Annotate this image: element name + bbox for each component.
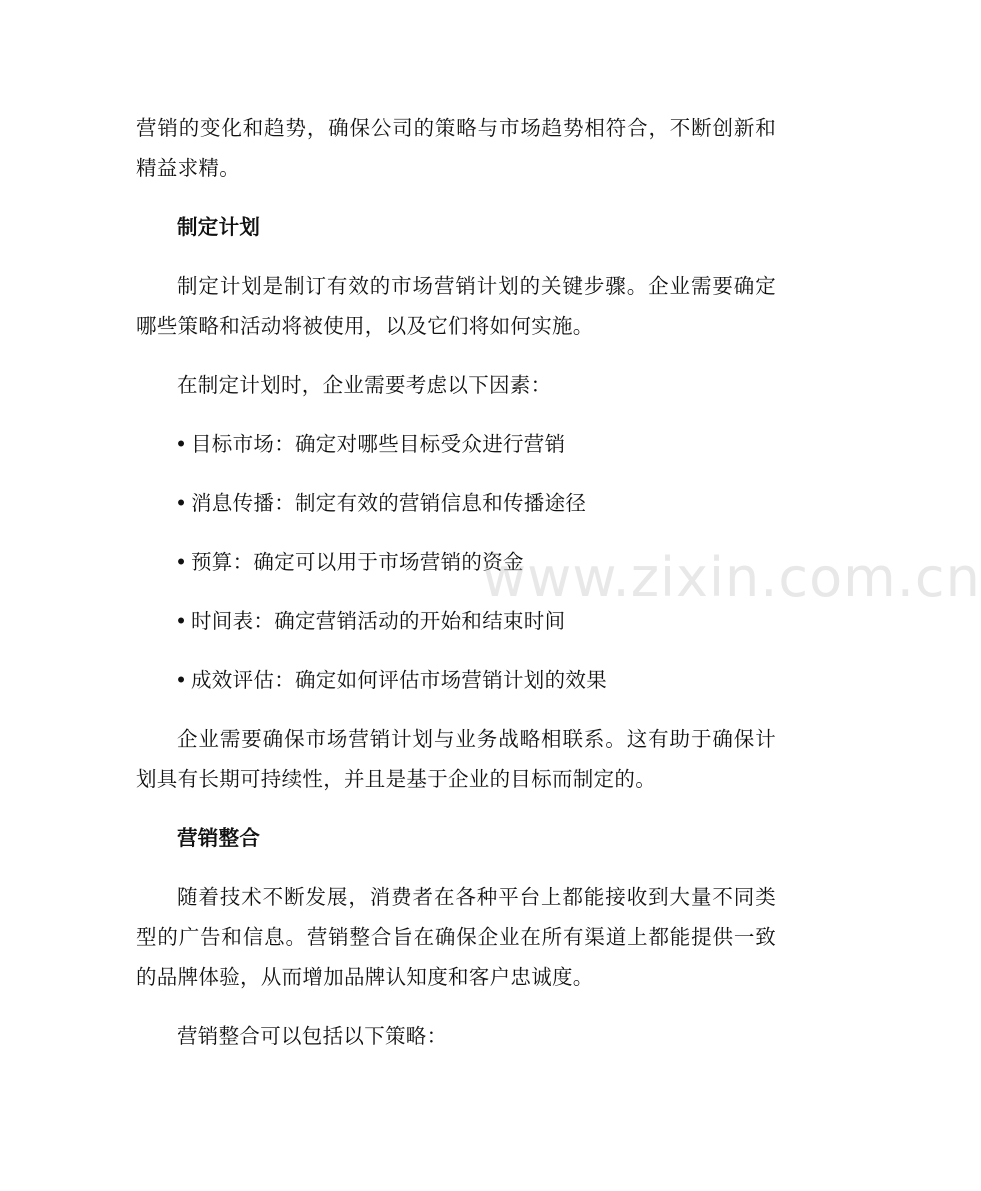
section-heading-integration: 营销整合 — [177, 826, 261, 850]
list-item — [136, 601, 776, 641]
section-heading-plan: 制定计划 — [177, 215, 261, 239]
list-item — [136, 424, 776, 464]
paragraph-plan-strategy: 企业需要确保市场营销计划与业务战略相联系。这有助于确保计划具有长期可持续性，并且是基于企业的目标而制定的。 — [136, 727, 776, 791]
bullet-icon: • — [175, 668, 188, 692]
paragraph-plan-intro: 制定计划是制订有效的市场营销计划的关键步骤。企业需要确定哪些策略和活动将被使用，以及它们将如何实施。 — [136, 274, 776, 338]
paragraph-continued: 营销的变化和趋势，确保公司的策略与市场趋势相符合，不断创新和精益求精。 — [136, 116, 776, 180]
list-item-text: 消息传播：制定有效的营销信息和传播途径 — [191, 491, 587, 515]
list-item-text: 预算：确定可以用于市场营销的资金 — [191, 550, 524, 574]
document-content — [136, 108, 776, 1075]
bullet-icon: • — [175, 491, 188, 515]
bullet-icon: • — [175, 609, 188, 633]
paragraph-integration-strategies: 营销整合可以包括以下策略： — [177, 1024, 448, 1048]
factor-list — [136, 424, 776, 700]
list-item-text: 成效评估：确定如何评估市场营销计划的效果 — [191, 668, 607, 692]
paragraph-plan-factors: 在制定计划时，企业需要考虑以下因素： — [177, 373, 552, 397]
list-item-text: 目标市场：确定对哪些目标受众进行营销 — [191, 432, 566, 456]
paragraph-integration-intro: 随着技术不断发展，消费者在各种平台上都能接收到大量不同类型的广告和信息。营销整合旨在确保企业在所有渠道上都能提供一致的品牌体验，从而增加品牌认知度和客户忠诚度。 — [136, 885, 776, 989]
list-item-text: 时间表：确定营销活动的开始和结束时间 — [191, 609, 566, 633]
list-item — [136, 542, 776, 582]
bullet-icon: • — [175, 550, 188, 574]
bullet-icon: • — [175, 432, 188, 456]
list-item — [136, 660, 776, 700]
list-item — [136, 483, 776, 523]
watermark: www.zixin.com.cn — [482, 546, 981, 609]
